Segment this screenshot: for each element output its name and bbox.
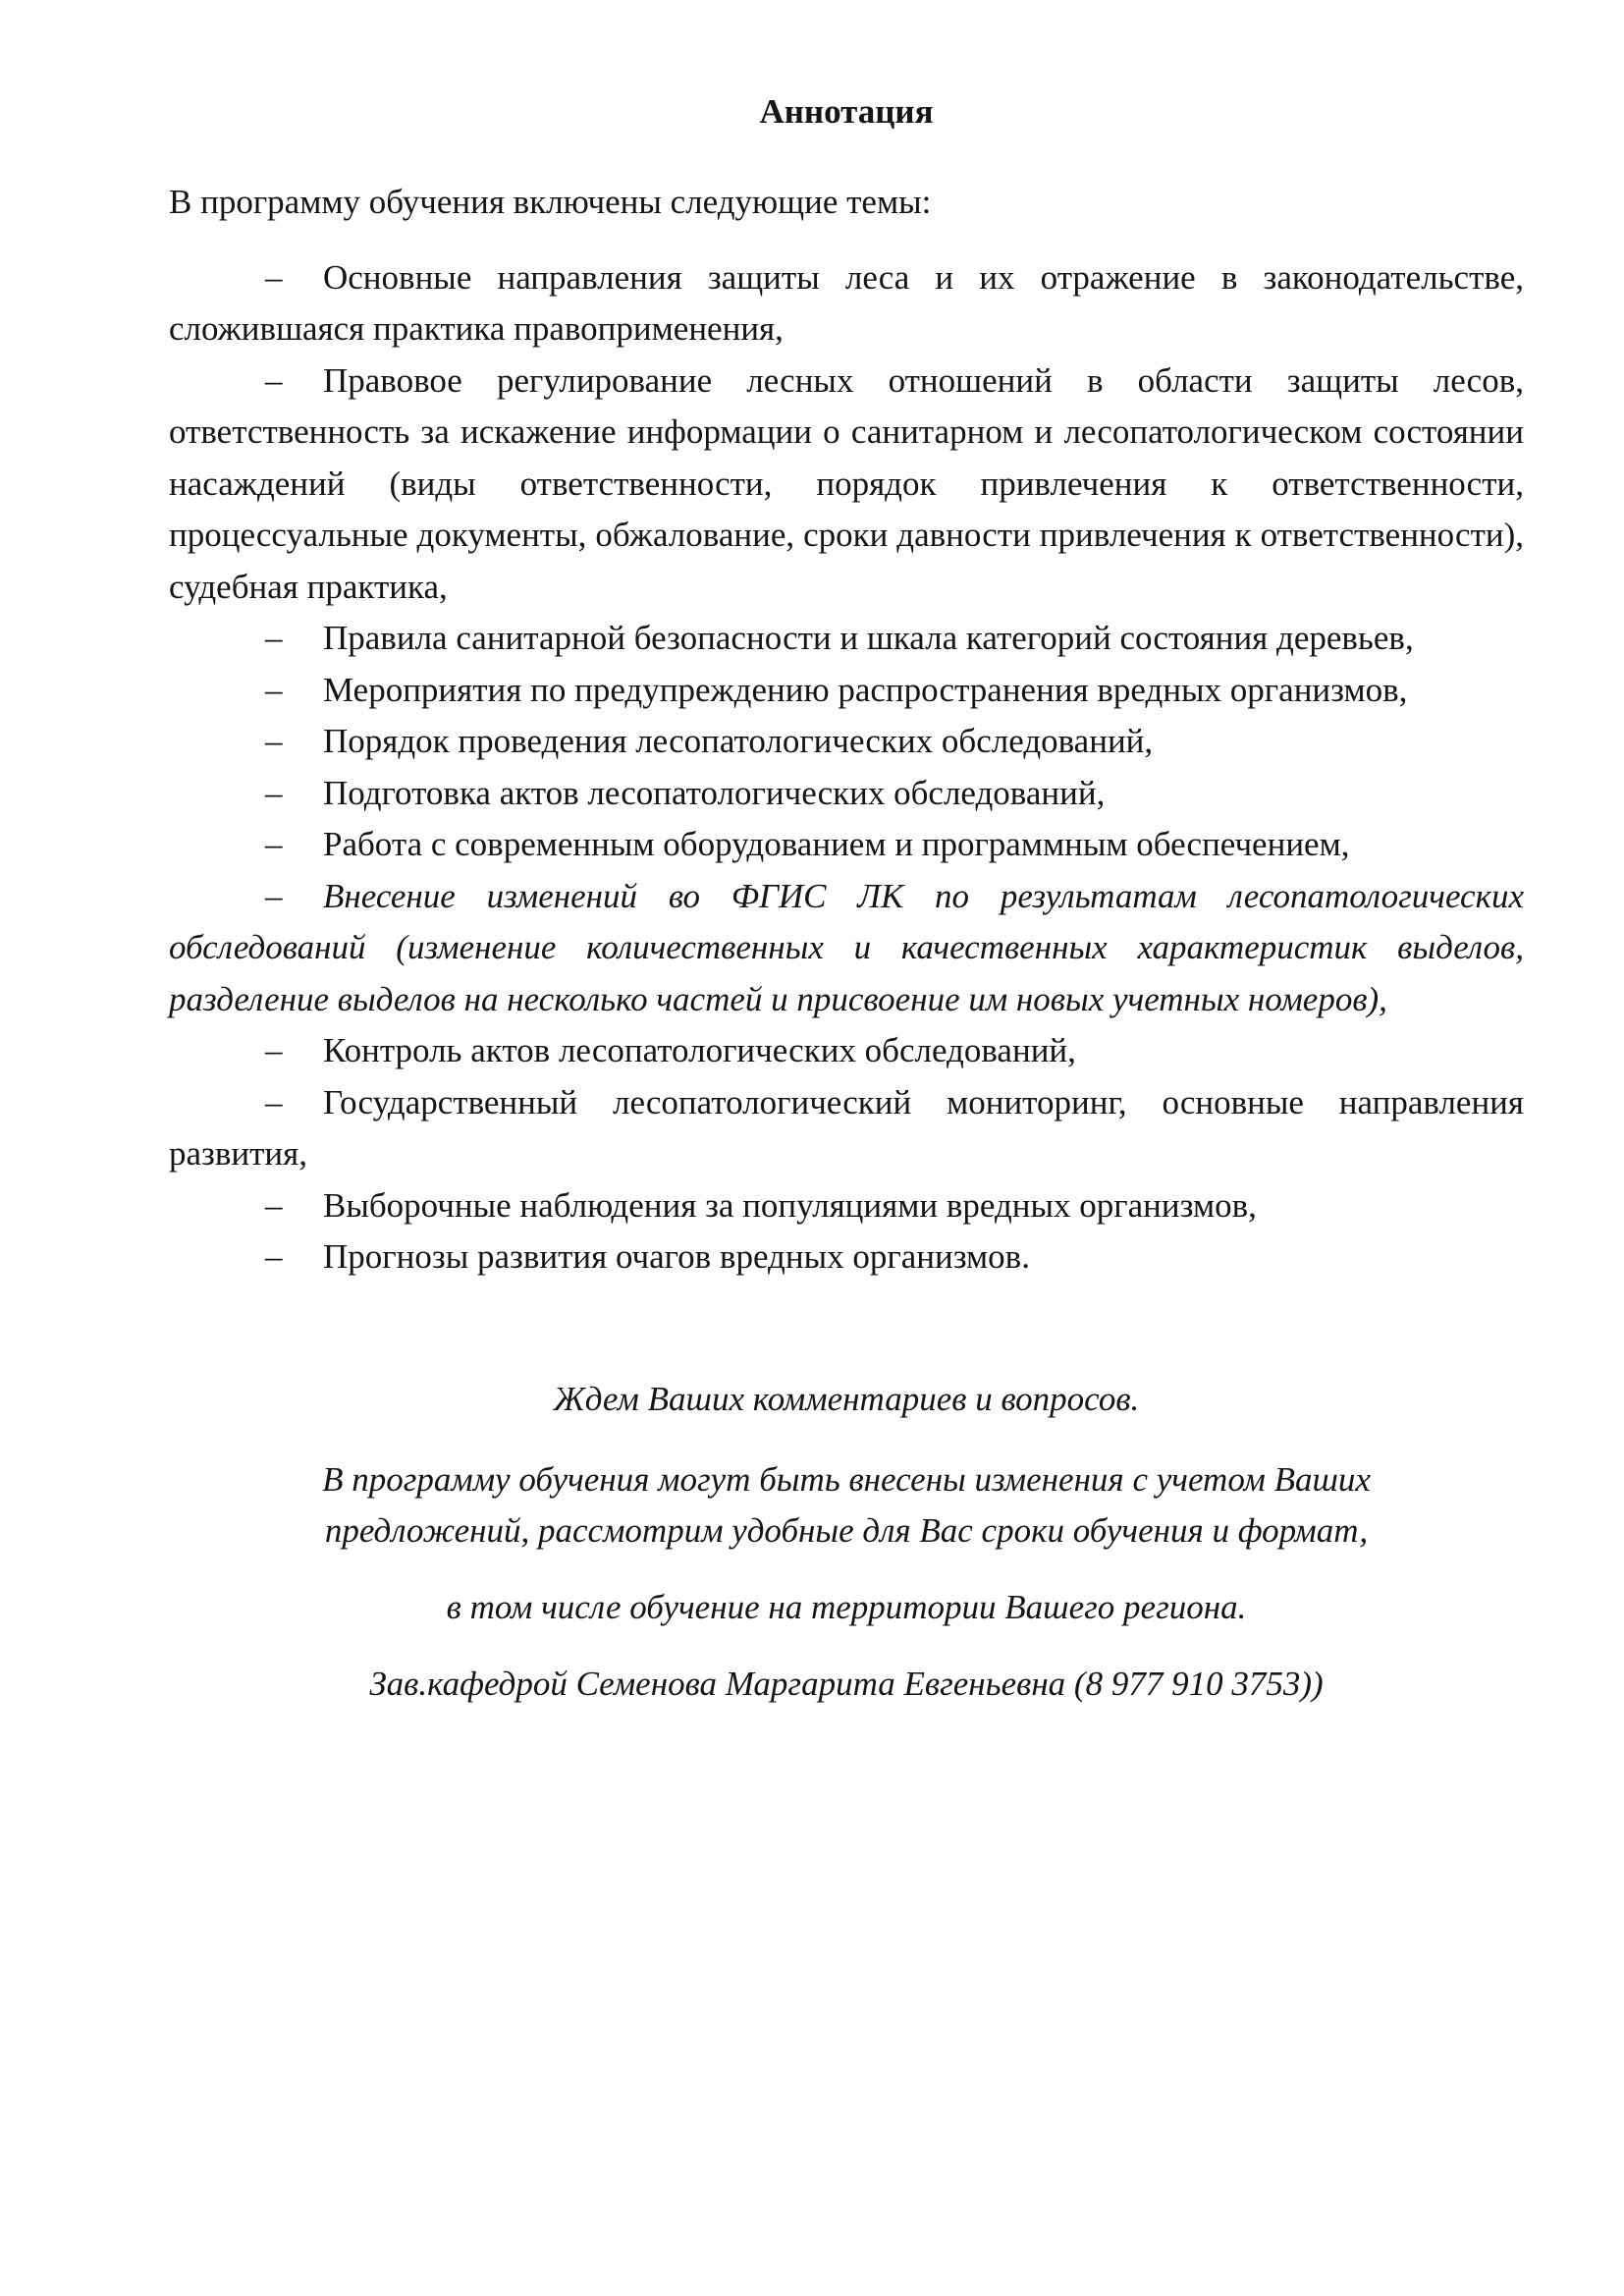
closing-region: в том числе обучение на территории Вашего региона.: [446, 1587, 1247, 1626]
dash-marker: –: [265, 722, 283, 760]
topic-text: Правовое регулирование лесных отношений в области защиты лесов, ответственность за искажение информации о санитарном и лесопатологическом состоянии насаждений (виды ответственности, порядок привлечения к ответственности, процессуальные документы, обжалование, сроки давности привлечения к ответственности), судебная практика,: [169, 360, 1524, 606]
dash-marker: –: [265, 670, 283, 709]
dash-marker: –: [265, 1185, 283, 1225]
closing-changes-line-2: предложений, рассмотрим удобные для Вас сроки обучения и формат,: [324, 1510, 1369, 1550]
topic-text: Основные направления защиты леса и их отражение в законодательстве, сложившаяся практика правоприменения,: [169, 257, 1524, 348]
dash-marker: –: [265, 1031, 283, 1069]
intro-text: В программу обучения включены следующие темы:: [169, 183, 932, 221]
topic-item-1: [169, 252, 1524, 355]
document-page: [169, 86, 1524, 1710]
topic-item-12: [169, 1231, 1524, 1284]
topic-text: Порядок проведения лесопатологических обследований,: [323, 722, 1154, 760]
topic-text: Подготовка актов лесопатологических обследований,: [323, 773, 1106, 812]
topic-text: Выборочные наблюдения за популяциями вредных организмов,: [323, 1185, 1257, 1225]
closing-signature: Зав.кафедрой Семенова Маргарита Евгеньевна (8 977 910 3753)): [369, 1664, 1324, 1703]
dash-marker: –: [265, 1082, 283, 1121]
topic-item-4: [169, 665, 1524, 717]
dash-marker: –: [265, 257, 283, 297]
topic-text: Прогнозы развития очагов вредных организмов.: [323, 1237, 1030, 1276]
document-title: Аннотация: [759, 92, 934, 131]
topics-list: [169, 252, 1524, 1284]
topic-text: Внесение изменений во ФГИС ЛК по результатам лесопатологических обследований (изменение количественных и качественных характеристик выделов, разделение выделов на несколько частей и присвоение им новых учетных номеров),: [169, 876, 1524, 1018]
dash-marker: –: [265, 825, 283, 863]
closing-changes-line-1: В программу обучения могут быть внесены изменения с учетом Ваших: [322, 1459, 1371, 1499]
topic-item-9: [169, 1025, 1524, 1077]
topic-item-2: [169, 355, 1524, 614]
topic-item-10: [169, 1077, 1524, 1180]
topic-text: Правила санитарной безопасности и шкала категорий состояния деревьев,: [323, 619, 1414, 657]
dash-marker: –: [265, 773, 283, 812]
closing-invite: Ждем Ваших комментариев и вопросов.: [553, 1379, 1140, 1418]
dash-marker: –: [265, 1237, 283, 1276]
topic-text: Государственный лесопатологический мониторинг, основные направления развития,: [169, 1082, 1524, 1173]
closing-block: [169, 1374, 1524, 1710]
dash-marker: –: [265, 360, 283, 400]
topic-item-8: [169, 871, 1524, 1026]
topic-item-3: [169, 613, 1524, 665]
topic-item-6: [169, 768, 1524, 820]
topic-item-5: [169, 716, 1524, 768]
topic-item-11: [169, 1180, 1524, 1232]
topic-item-7: [169, 819, 1524, 871]
topic-text: Мероприятия по предупреждению распространения вредных организмов,: [323, 670, 1408, 709]
topic-text: Работа с современным оборудованием и программным обеспечением,: [323, 825, 1350, 863]
dash-marker: –: [265, 619, 283, 657]
dash-marker: –: [265, 876, 283, 915]
topic-text: Контроль актов лесопатологических обследований,: [323, 1031, 1076, 1069]
